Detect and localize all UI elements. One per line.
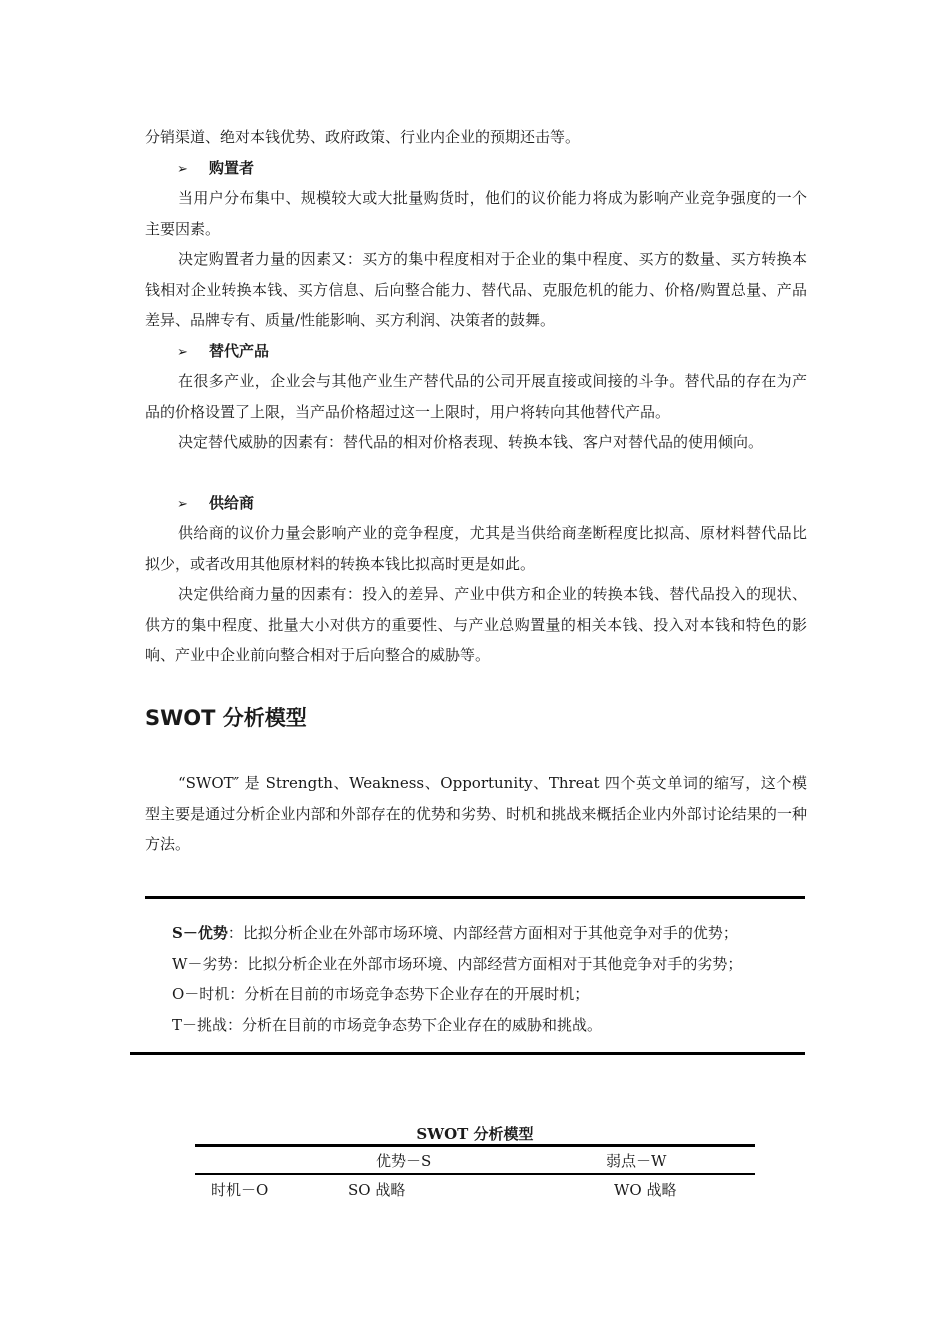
table-cell-wo-strategy: WO 战略: [614, 1181, 677, 1199]
definition-opportunity: O－时机：分析在目前的市场竞争态势下企业存在的开展时机；: [172, 985, 590, 1003]
definition-weakness: W－劣势：比拟分析企业在外部市场环境、内部经营方面相对于其他竞争对手的劣势；: [172, 954, 743, 973]
bullet-buyers-label: 购置者: [209, 159, 255, 177]
paragraph-suppliers-2: 决定供给商力量的因素有：投入的差异、产业中供方和企业的转换本钱、替代品投入的现状、供方的集中程度、批量大小对供方的重要性、与产业总购置量的相关本钱、投入对本钱和特色的影响、产业中企业前向整合相对于后向整合的威胁等。: [145, 585, 807, 664]
paragraph-suppliers-1: 供给商的议价力量会影响产业的竞争程度，尤其是当供给商垄断程度比拟高、原材料替代品比拟少，或者改用其他原材料的转换本钱比拟高时更是如此。: [145, 524, 807, 573]
definition-threat: T－挑战：分析在目前的市场竞争态势下企业存在的威胁和挑战。: [172, 1015, 603, 1034]
bullet-suppliers: [177, 493, 254, 515]
bullet-suppliers-label: 供给商: [209, 494, 255, 512]
paragraph-substitutes-2: 决定替代威胁的因素有：替代品的相对价格表现、转换本钱、客户对替代品的使用倾向。: [178, 433, 764, 451]
arrow-bullet-icon: ➢: [177, 497, 188, 512]
definition-strength-text: ：比拟分析企业在外部市场环境、内部经营方面相对于其他竞争对手的优势；: [227, 924, 738, 942]
definitions-top-rule: [145, 896, 805, 899]
definition-strength-label: S－优势: [172, 924, 228, 942]
table-header-strength: 优势－S: [376, 1152, 432, 1170]
paragraph-swot-intro: “SWOT″ 是 Strength、Weakness、Opportunity、Threat 四个英文单词的缩写，这个模型主要是通过分析企业内部和外部存在的优势和劣势、时机和挑战来概括企业内外部讨论结果的一种方法。: [145, 774, 807, 853]
bullet-substitutes-label: 替代产品: [209, 342, 270, 360]
definition-strength: [172, 918, 812, 949]
arrow-bullet-icon: ➢: [177, 162, 188, 177]
table-header-rule: [195, 1173, 755, 1175]
table-header-weakness: 弱点－W: [606, 1152, 667, 1170]
paragraph-entry-barriers-end: 分销渠道、绝对本钱优势、政府政策、行业内企业的预期还击等。: [145, 128, 581, 146]
bullet-buyers: [177, 158, 254, 180]
bullet-substitutes: [177, 341, 269, 363]
swot-definitions: [172, 918, 812, 1040]
paragraph-substitutes-1: 在很多产业，企业会与其他产业生产替代品的公司开展直接或间接的斗争。替代品的存在为产品的价格设置了上限，当产品价格超过这一上限时，用户将转向其他替代产品。: [145, 372, 807, 421]
paragraph-buyers-1: 当用户分布集中、规模较大或大批量购货时，他们的议价能力将成为影响产业竞争强度的一个主要因素。: [145, 189, 807, 238]
arrow-bullet-icon: ➢: [177, 345, 188, 360]
table-row-label-opportunity: 时机－O: [211, 1181, 269, 1199]
section-heading-swot: SWOT 分析模型: [145, 706, 307, 730]
paragraph-buyers-2: 决定购置者力量的因素又：买方的集中程度相对于企业的集中程度、买方的数量、买方转换本钱相对企业转换本钱、买方信息、后向整合能力、替代品、克服危机的能力、价格/购置总量、产品差异、品牌专有、质量/性能影响、买方利润、决策者的鼓舞。: [145, 250, 807, 329]
table-cell-so-strategy: SO 战略: [348, 1181, 406, 1199]
definitions-bottom-rule: [130, 1052, 805, 1055]
table-title: SWOT 分析模型: [416, 1125, 534, 1143]
table-top-rule: [195, 1144, 755, 1147]
